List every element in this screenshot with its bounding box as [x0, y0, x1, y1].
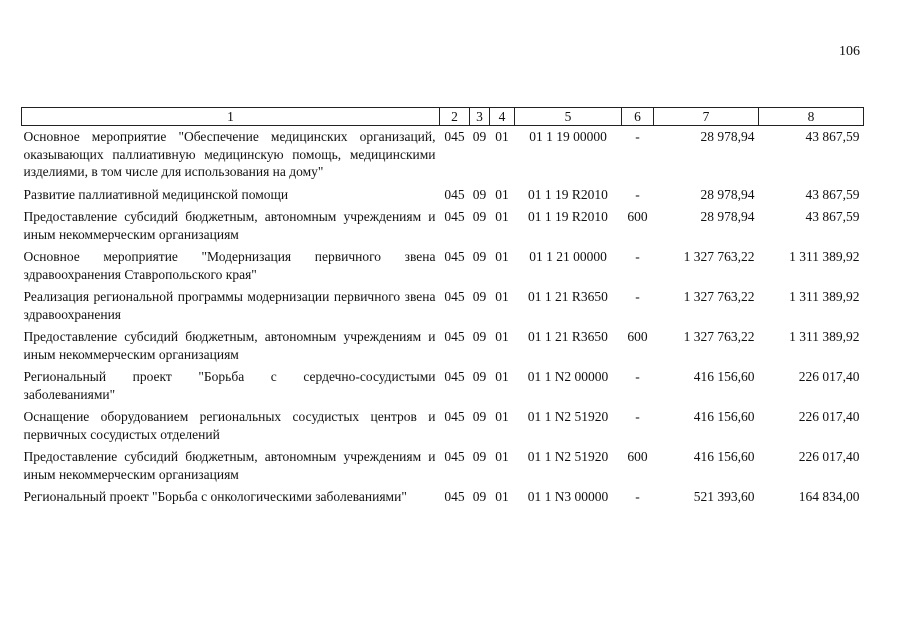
- row-code-section: 09: [472, 449, 487, 464]
- row-code-expense-type: -: [635, 289, 640, 304]
- row-code-subsection: 01: [495, 369, 509, 384]
- row-name: Основное мероприятие "Обеспечение медицинских организаций, оказывающих паллиативную медицинскую помощь, медицинскими изделиями, в том числе для использования на дому": [23, 129, 436, 179]
- row-amount-col8: 1 311 389,92: [789, 249, 860, 264]
- row-amount-col7: 28 978,94: [700, 186, 755, 202]
- row-code-expense-type: -: [635, 489, 640, 504]
- table-row: [22, 285, 864, 325]
- table-row: [22, 325, 864, 365]
- row-code-section: 09: [472, 289, 487, 304]
- row-amount-col7: 416 156,60: [693, 369, 755, 384]
- column-header-3: 3: [470, 108, 490, 126]
- row-amount-col8: 164 834,00: [798, 489, 860, 504]
- row-name: Региональный проект "Борьба с онкологическими заболеваниями": [23, 489, 407, 504]
- row-code-target: 01 1 21 R3650: [528, 329, 608, 344]
- row-code-section: 09: [472, 409, 487, 424]
- row-code-section: 09: [472, 329, 487, 344]
- column-header-7: 7: [654, 108, 759, 126]
- row-code-subsection: 01: [495, 409, 509, 424]
- row-code-ministry: 045: [444, 329, 465, 344]
- table-row: [22, 405, 864, 445]
- row-code-target: 01 1 N2 00000: [527, 369, 609, 384]
- row-code-subsection: 01: [495, 209, 509, 224]
- column-header-5: 5: [515, 108, 622, 126]
- table-row: [22, 183, 864, 206]
- row-name: Оснащение оборудованием региональных сосудистых центров и первичных сосудистых отделений: [23, 409, 436, 442]
- row-code-section: 09: [472, 129, 487, 144]
- row-amount-col7: 521 393,60: [693, 489, 755, 504]
- row-code-target: 01 1 N2 51920: [527, 409, 609, 424]
- row-code-ministry: 045: [444, 449, 465, 464]
- column-header-4: 4: [490, 108, 515, 126]
- row-code-target: 01 1 19 00000: [529, 129, 607, 144]
- row-code-subsection: 01: [495, 186, 509, 202]
- row-code-expense-type: -: [635, 249, 640, 264]
- header-row: [22, 108, 864, 126]
- row-code-expense-type: -: [635, 409, 640, 424]
- row-code-ministry: 045: [444, 186, 465, 202]
- row-code-target: 01 1 19 R2010: [528, 186, 608, 202]
- row-name: Предоставление субсидий бюджетным, автономным учреждениям и иным некоммерческим организациям: [23, 449, 436, 482]
- row-code-subsection: 01: [495, 249, 509, 264]
- row-code-ministry: 045: [444, 489, 465, 504]
- row-name: Предоставление субсидий бюджетным, автономным учреждениям и иным некоммерческим организациям: [23, 329, 436, 362]
- row-code-ministry: 045: [444, 369, 465, 384]
- row-amount-col7: 1 327 763,22: [683, 249, 755, 264]
- row-amount-col8: 226 017,40: [798, 409, 860, 424]
- budget-table: [21, 107, 864, 508]
- row-code-target: 01 1 N2 51920: [527, 449, 609, 464]
- row-code-target: 01 1 19 R2010: [528, 209, 608, 224]
- row-amount-col8: 1 311 389,92: [789, 289, 860, 304]
- row-amount-col7: 1 327 763,22: [683, 289, 755, 304]
- row-code-target: 01 1 21 R3650: [528, 289, 608, 304]
- table-row: [22, 205, 864, 245]
- table-row: [22, 485, 864, 508]
- row-name: Предоставление субсидий бюджетным, автономным учреждениям и иным некоммерческим организациям: [23, 209, 436, 242]
- row-code-target: 01 1 21 00000: [529, 249, 607, 264]
- row-code-subsection: 01: [495, 449, 509, 464]
- column-header-1: 1: [22, 108, 440, 126]
- column-header-8: 8: [759, 108, 864, 126]
- page-number: 106: [839, 44, 860, 59]
- row-code-subsection: 01: [495, 329, 509, 344]
- table-row: [22, 445, 864, 485]
- row-code-expense-type: -: [635, 129, 640, 144]
- row-name: Реализация региональной программы модернизации первичного звена здравоохранения: [23, 289, 436, 322]
- row-code-section: 09: [472, 209, 487, 224]
- row-code-ministry: 045: [444, 409, 465, 424]
- column-header-6: 6: [622, 108, 654, 126]
- row-amount-col8: 226 017,40: [798, 449, 860, 464]
- row-code-section: 09: [472, 489, 487, 504]
- row-code-ministry: 045: [444, 209, 465, 224]
- row-code-ministry: 045: [444, 129, 465, 144]
- row-code-expense-type: 600: [627, 329, 648, 344]
- row-code-subsection: 01: [495, 289, 509, 304]
- row-amount-col8: 43 867,59: [805, 129, 860, 144]
- row-code-section: 09: [472, 186, 487, 202]
- row-name: Региональный проект "Борьба с сердечно-сосудистыми заболеваниями": [23, 369, 436, 402]
- column-header-2: 2: [440, 108, 470, 126]
- row-amount-col7: 1 327 763,22: [683, 329, 755, 344]
- row-code-section: 09: [472, 249, 487, 264]
- row-amount-col8: 1 311 389,92: [789, 329, 860, 344]
- row-amount-col7: 28 978,94: [700, 129, 755, 144]
- row-amount-col8: 43 867,59: [805, 186, 860, 202]
- row-amount-col7: 416 156,60: [693, 409, 755, 424]
- row-code-expense-type: 600: [627, 209, 648, 224]
- row-amount-col8: 43 867,59: [805, 209, 860, 224]
- row-name: Основное мероприятие "Модернизация первичного звена здравоохранения Ставропольского края": [23, 249, 436, 282]
- row-code-subsection: 01: [495, 129, 509, 144]
- row-amount-col7: 28 978,94: [700, 209, 755, 224]
- row-amount-col8: 226 017,40: [798, 369, 860, 384]
- row-code-expense-type: 600: [627, 449, 648, 464]
- row-code-target: 01 1 N3 00000: [527, 489, 609, 504]
- row-code-ministry: 045: [444, 249, 465, 264]
- row-code-subsection: 01: [495, 489, 509, 504]
- row-code-expense-type: -: [635, 369, 640, 384]
- row-code-section: 09: [472, 369, 487, 384]
- table-row: [22, 126, 864, 183]
- table-row: [22, 245, 864, 285]
- table-row: [22, 365, 864, 405]
- row-name: Развитие паллиативной медицинской помощи: [23, 186, 289, 202]
- row-code-ministry: 045: [444, 289, 465, 304]
- row-amount-col7: 416 156,60: [693, 449, 755, 464]
- row-code-expense-type: -: [635, 186, 640, 202]
